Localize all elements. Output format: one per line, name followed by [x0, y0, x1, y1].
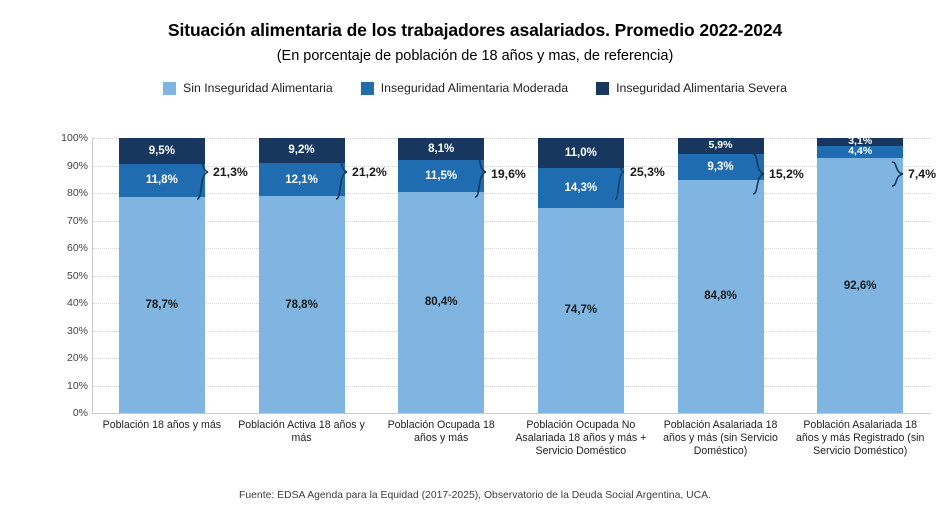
total-annotation: [474, 146, 526, 202]
total-annotation: [196, 144, 248, 200]
legend-item-severa[interactable]: [596, 81, 787, 95]
legend-label: Inseguridad Alimentaria Moderada: [380, 81, 569, 95]
total-value: 7,4%: [908, 167, 937, 181]
stacked-bar[interactable]: [678, 138, 764, 413]
total-annotation: [613, 144, 665, 200]
bar-segment-label: 92,6%: [843, 279, 877, 292]
bar-segment-severa[interactable]: [678, 138, 764, 154]
bar-segment-label: 11,5%: [425, 170, 458, 183]
y-tick: 20%: [66, 352, 88, 364]
y-tick: 100%: [61, 132, 88, 144]
bar-segment-label: 4,4%: [848, 145, 873, 158]
chart-container: [0, 20, 950, 515]
chart-legend: [0, 81, 950, 95]
stacked-bar[interactable]: [259, 138, 345, 413]
x-axis-label: Población Asalariada 18 años y más (sin Servicio Doméstico): [663, 419, 778, 457]
bar-segment-sin-inseguridad[interactable]: [259, 196, 345, 413]
bar-segment-label: 11,0%: [564, 147, 597, 160]
legend-item-moderada[interactable]: [361, 81, 568, 95]
bar-segment-label: 12,1%: [285, 173, 318, 186]
bar-segment-severa[interactable]: [538, 138, 624, 168]
bar-segment-label: 78,7%: [145, 298, 179, 311]
y-tick: 0%: [72, 407, 88, 419]
x-axis-label: Población Activa 18 años y más: [238, 419, 365, 444]
bar-segment-label: 74,7%: [564, 304, 598, 317]
chart-title: Situación alimentaria de los trabajadores asalariados. Promedio 2022-2024: [167, 20, 783, 40]
bar-segment-sin-inseguridad[interactable]: [538, 208, 624, 413]
bar-segment-label: 5,9%: [708, 139, 733, 152]
bar-segment-moderada[interactable]: [538, 168, 624, 207]
y-tick: 60%: [66, 242, 88, 254]
x-axis: [92, 419, 930, 458]
y-tick: 70%: [66, 214, 88, 227]
x-axis-label: Población Ocupada 18 años y más: [387, 419, 495, 444]
total-value: 19,6%: [491, 167, 526, 181]
y-axis: [52, 132, 88, 419]
bar-segment-label: 3,1%: [848, 135, 873, 148]
bar-segment-severa[interactable]: [119, 138, 205, 164]
plot-area: [0, 132, 950, 457]
bar-segment-moderada[interactable]: [678, 154, 764, 180]
y-tick: 90%: [66, 159, 88, 172]
x-axis-label: Población Asalariada 18 años y más Registrado (sin Servicio Doméstico): [796, 419, 925, 457]
brace-icon: [752, 146, 765, 202]
total-value: 25,3%: [630, 165, 665, 179]
y-tick: 30%: [66, 324, 88, 337]
source-note: Fuente: EDSA Agenda para la Equidad (2017-2025), Observatorio de la Deuda Social Argentina, UCA.: [239, 490, 711, 501]
bar-segment-label: 8,1%: [428, 143, 455, 156]
total-annotation: [335, 144, 387, 200]
legend-label: Sin Inseguridad Alimentaria: [183, 81, 333, 95]
total-annotation: [891, 146, 936, 202]
legend-item-sin-inseguridad[interactable]: [163, 81, 333, 95]
bar-segment-label: 11,8%: [145, 174, 178, 187]
bar-segment-label: 84,8%: [704, 290, 737, 303]
x-axis-label: Población Ocupada No Asalariada 18 años y más + Servicio Doméstico: [515, 419, 647, 457]
y-tick: 80%: [66, 187, 88, 199]
stacked-bar[interactable]: [538, 138, 624, 413]
bar-segment-sin-inseguridad[interactable]: [678, 180, 764, 413]
bar-segment-moderada[interactable]: [259, 163, 345, 196]
bar-segment-severa[interactable]: [259, 138, 345, 163]
legend-swatch-icon: [361, 82, 374, 95]
bar-segment-label: 80,4%: [424, 296, 458, 309]
chart-subtitle: (En porcentaje de población de 18 años y mas, de referencia): [276, 48, 674, 64]
bar-segment-moderada[interactable]: [398, 160, 484, 192]
x-axis-label: Población 18 años y más: [102, 419, 222, 431]
brace-icon: [613, 144, 626, 200]
y-tick: 40%: [66, 297, 88, 309]
brace-icon: [335, 144, 348, 200]
brace-icon: [474, 146, 487, 202]
stacked-bar[interactable]: [398, 138, 484, 413]
brace-icon: [891, 146, 904, 202]
brace-icon: [196, 144, 209, 200]
bar-segment-sin-inseguridad[interactable]: [398, 192, 484, 413]
bar-segment-severa[interactable]: [398, 138, 484, 160]
bar-segment-label: 14,3%: [564, 181, 598, 194]
legend-swatch-icon: [163, 82, 176, 95]
bar-segment-label: 78,8%: [285, 298, 318, 311]
total-value: 21,2%: [352, 165, 387, 179]
stacked-bar[interactable]: [119, 138, 205, 413]
total-annotation: [752, 146, 804, 202]
y-tick: 50%: [66, 269, 88, 282]
bar-segment-label: 9,2%: [288, 144, 315, 157]
bar-segment-sin-inseguridad[interactable]: [119, 197, 205, 413]
y-tick: 10%: [66, 379, 88, 392]
bar-segment-label: 9,5%: [148, 145, 175, 158]
bar-segment-label: 9,3%: [707, 161, 734, 174]
legend-label: Inseguridad Alimentaria Severa: [616, 81, 787, 95]
bar-segment-moderada[interactable]: [119, 164, 205, 197]
total-value: 15,2%: [769, 167, 804, 181]
total-value: 21,3%: [213, 165, 248, 179]
legend-swatch-icon: [596, 82, 609, 95]
